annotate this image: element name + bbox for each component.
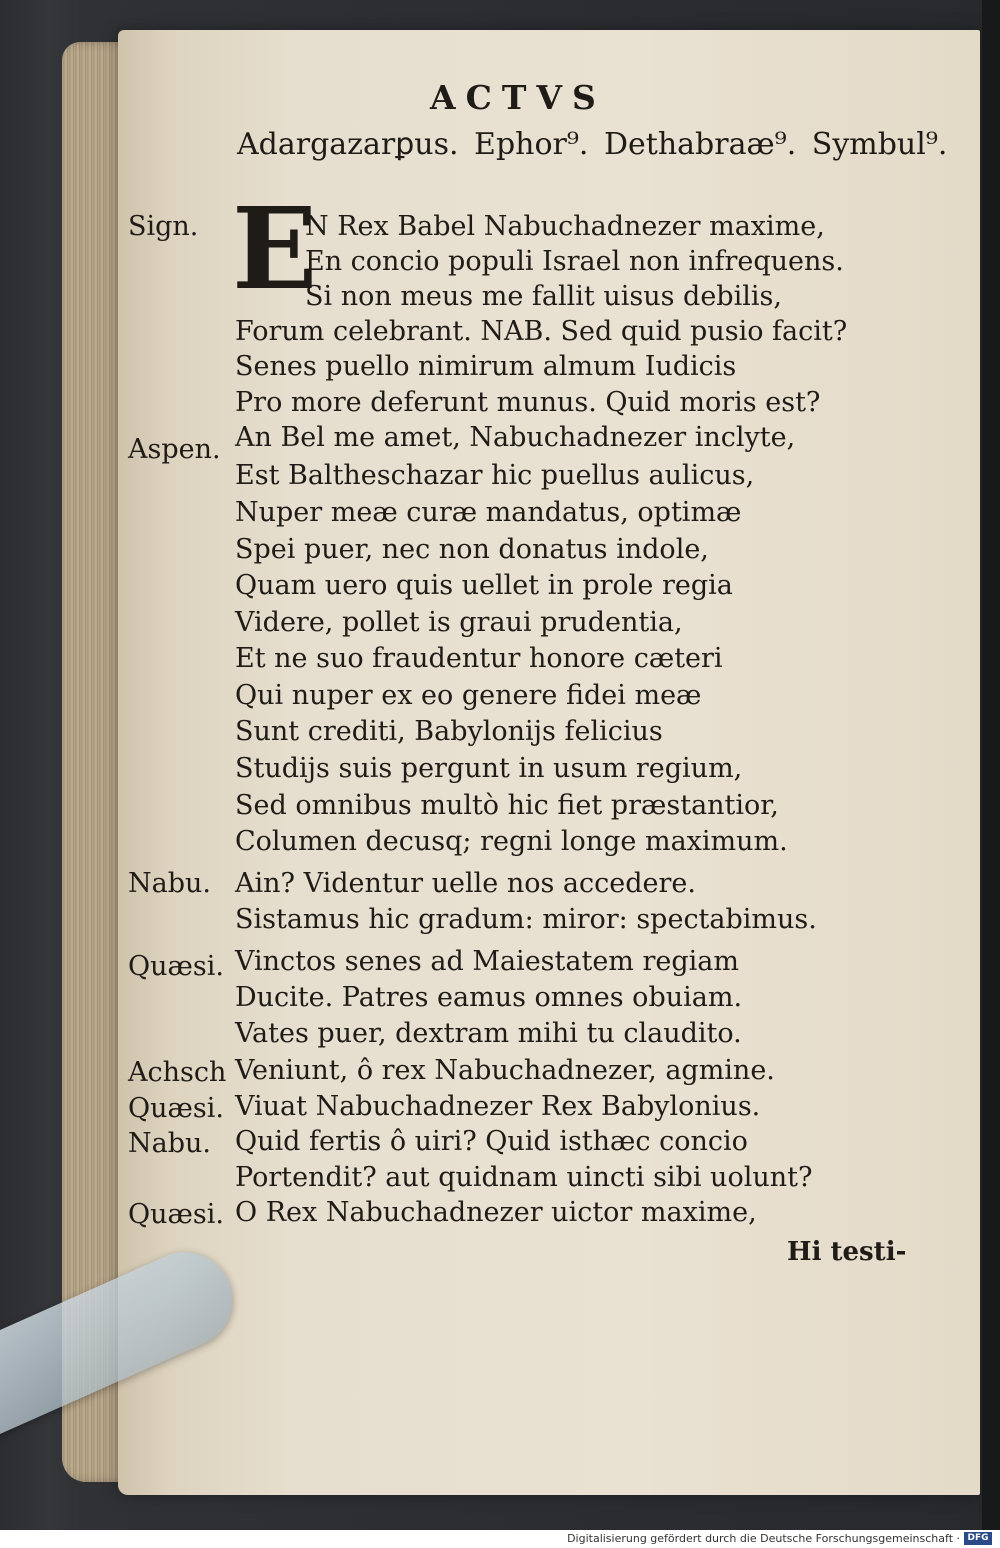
- verse-line: En concio populi Israel non infrequens.: [305, 246, 844, 277]
- running-head: ACTVS: [430, 78, 606, 117]
- verse-line: Portendit? aut quidnam uincti sibi uolunt?: [235, 1162, 813, 1193]
- verse-line: Et ne suo fraudentur honore cæteri: [235, 643, 723, 674]
- verse-line: Videre, pollet is graui prudentia,: [235, 607, 683, 638]
- verse-line: Quid fertis ô uiri? Quid isthæc concio: [235, 1126, 748, 1157]
- footer-bar: [0, 1530, 1000, 1548]
- verse-line: Ducite. Patres eamus omnes obuiam.: [235, 982, 743, 1013]
- verse-line: Sunt crediti, Babylonijs felicius: [235, 716, 663, 747]
- verse-line: Studijs suis pergunt in usum regium,: [235, 753, 743, 784]
- verse-line: Qui nuper ex eo genere fidei meæ: [235, 680, 702, 711]
- verse-line: Senes puello nimirum almum Iudicis: [235, 351, 737, 382]
- verse-line: Viuat Nabuchadnezer Rex Babylonius.: [235, 1091, 761, 1122]
- verse-line: Pro more deferunt munus. Quid moris est?: [235, 387, 821, 418]
- speaker-label: Aspen.: [128, 434, 221, 465]
- verse-line: Vates puer, dextram mihi tu claudito.: [235, 1018, 742, 1049]
- verse-line: Columen decusq; regni longe maximum.: [235, 826, 788, 857]
- verse-line: Veniunt, ô rex Nabuchadnezer, agmine.: [235, 1055, 775, 1086]
- speaker-label: Nabu.: [128, 1128, 211, 1159]
- verse-line: Spei puer, nec non donatus indole,: [235, 534, 709, 565]
- speaker-label: Quæsi.: [128, 951, 224, 982]
- catchword: Hi testi-: [787, 1237, 907, 1267]
- character-list: Adargazarꝑus. Ephor⁹. Dethabraæ⁹. Symbul⁹.: [237, 127, 948, 162]
- speaker-label: Sign.: [128, 211, 199, 242]
- funding-credit: Digitalisierung gefördert durch die Deutsche Forschungsgemeinschaft ·: [567, 1532, 960, 1545]
- drop-cap: E: [232, 184, 318, 315]
- verse-line: Quam uero quis uellet in prole regia: [235, 570, 733, 601]
- verse-line: An Bel me amet, Nabuchadnezer inclyte,: [235, 422, 796, 453]
- verse-line: Ain? Videntur uelle nos accedere.: [235, 868, 696, 899]
- verse-line: Sistamus hic gradum: miror: spectabimus.: [235, 904, 817, 935]
- verse-line: Forum celebrant. NAB. Sed quid pusio facit?: [235, 316, 848, 347]
- speaker-label: Quæsi.: [128, 1199, 224, 1230]
- verse-line: Sed omnibus multò hic fiet præstantior,: [235, 790, 779, 821]
- verse-line: Nuper meæ curæ mandatus, optimæ: [235, 497, 742, 528]
- speaker-label: Achsch: [128, 1057, 227, 1088]
- verse-line: Est Baltheschazar hic puellus aulicus,: [235, 460, 755, 491]
- speaker-label: Nabu.: [128, 868, 211, 899]
- verse-line: Vinctos senes ad Maiestatem regiam: [235, 946, 739, 977]
- verse-line: N Rex Babel Nabuchadnezer maxime,: [305, 211, 825, 242]
- speaker-label: Quæsi.: [128, 1093, 224, 1124]
- verse-line: Si non meus me fallit uisus debilis,: [305, 281, 782, 312]
- dfg-logo-icon: DFG: [964, 1532, 992, 1545]
- verse-line: O Rex Nabuchadnezer uictor maxime,: [235, 1197, 757, 1228]
